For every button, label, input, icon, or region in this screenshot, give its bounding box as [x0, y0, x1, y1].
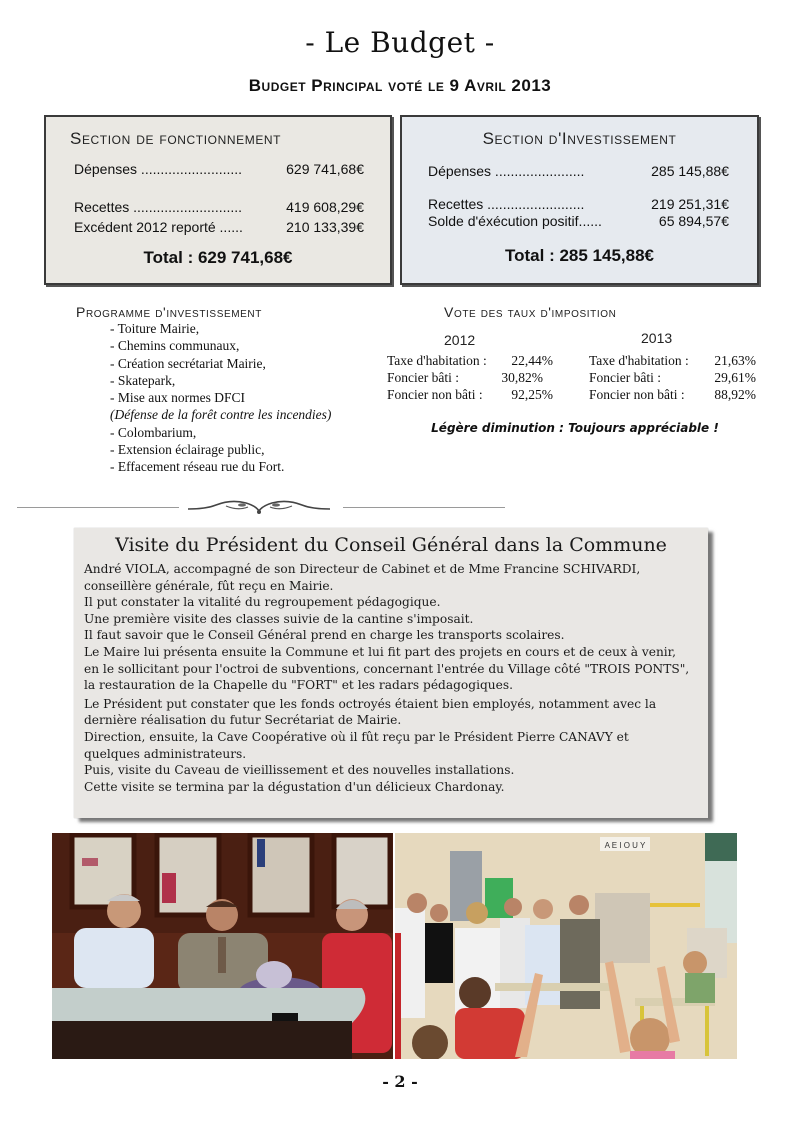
tax-value: 88,92%: [714, 387, 756, 402]
visit-line: conseillère générale, fût reçu en Mairie.: [84, 578, 334, 593]
row-value: 219 251,31€: [651, 196, 729, 212]
tax-label: Foncier non bâti :: [589, 387, 685, 402]
visit-line: Le Président put constater que les fonds octroyés étaient bien employés, notamment avec la: [84, 696, 657, 711]
visit-line: quelques administrateurs.: [84, 746, 247, 761]
row-label: Excédent 2012 reporté ......: [74, 219, 243, 235]
list-item: - Toiture Mairie,: [110, 321, 200, 336]
fonctionnement-box: [44, 115, 392, 285]
tax-table-2013: [589, 352, 756, 403]
list-item-note: (Défense de la forêt contre les incendies): [110, 407, 332, 423]
visit-title: Visite du Président du Conseil Général dans la Commune: [115, 534, 667, 556]
tax-value: 22,44%: [511, 353, 553, 368]
investissement-box: [400, 115, 759, 285]
tax-label: Foncier bâti :: [387, 370, 459, 385]
list-item: - Effacement réseau rue du Fort.: [110, 459, 285, 475]
list-item: - Colombarium,: [110, 424, 197, 440]
page-subtitle: Budget Principal voté le 9 Avril 2013: [248, 76, 552, 95]
tax-label: Taxe d'habitation :: [387, 353, 487, 368]
tax-label: Foncier bâti :: [589, 370, 661, 385]
row-label: Solde d'éxécution positif......: [428, 213, 602, 229]
tax-value: 30,82%: [501, 370, 543, 385]
programme-title: Programme d'investissement: [76, 304, 262, 320]
visit-line: en le sollicitant pour l'octroi de subventions, concernant l'entrée du Village côté "TROIS PONTS",: [84, 661, 690, 676]
tax-note: Légère diminution : Toujours appréciable !: [431, 421, 719, 435]
visit-line: Cette visite se termina par la dégustation d'un délicieux Chardonay.: [84, 779, 505, 794]
list-item: - Skatepark,: [110, 372, 176, 388]
year-2013: 2013: [641, 330, 673, 346]
photo-meeting: [52, 833, 393, 1059]
visit-line: Il faut savoir que le Conseil Général prend en charge les transports scolaires.: [84, 628, 565, 643]
tax-table-2012: [387, 352, 553, 403]
tax-row: [589, 352, 756, 369]
row-value: 285 145,88€: [651, 163, 729, 179]
tax-value: 21,63%: [714, 353, 756, 368]
investissement-title: Section d'Investissement: [482, 129, 677, 148]
tax-value: 92,25%: [511, 387, 553, 402]
page-number: - 2 -: [382, 1072, 418, 1091]
visit-line: André VIOLA, accompagné de son Directeur de Cabinet et de Mme Francine SCHIVARDI,: [84, 562, 641, 576]
visit-line: la restauration de la Chapelle du "FORT" et les radars pédagogiques.: [84, 678, 513, 693]
list-item: - Mise aux normes DFCI: [110, 390, 245, 406]
photo-classroom: [395, 833, 737, 1059]
tax-row: [387, 352, 553, 369]
programme-list: [110, 320, 331, 476]
visit-article: [74, 528, 708, 818]
ornament-icon: [186, 497, 332, 517]
row-value: 65 894,57€: [658, 213, 729, 229]
divider-left: [17, 507, 179, 508]
visit-line: Une première visite des classes suivie de la cantine s'imposait.: [84, 611, 474, 626]
taux-title: Vote des taux d'imposition: [444, 304, 617, 320]
visit-line: dernière réalisation du futur Secrétariat de Mairie.: [84, 713, 402, 728]
row-label: Recettes ............................: [74, 199, 243, 215]
tax-label: Taxe d'habitation :: [589, 353, 689, 368]
tax-row: [589, 386, 756, 403]
visit-line: Puis, visite du Caveau de vieillissement et des nouvelles installations.: [84, 763, 515, 778]
row-label: Dépenses .......................: [428, 163, 585, 179]
investissement-total: Total : 285 145,88€: [505, 246, 654, 265]
list-item: - Création secrétariat Mairie,: [110, 355, 266, 371]
row-label: Dépenses ..........................: [74, 161, 243, 177]
list-item: - Chemins communaux,: [110, 338, 240, 354]
row-value: 210 133,39€: [286, 219, 364, 235]
list-item: - Extension éclairage public,: [110, 442, 265, 458]
tax-value: 29,61%: [714, 370, 756, 385]
fonctionnement-title: Section de fonctionnement: [70, 129, 282, 148]
row-value: 629 741,68€: [286, 161, 364, 177]
visit-body: [84, 561, 702, 795]
alphabet-sign: A E I O U Y: [604, 841, 646, 850]
year-2012: 2012: [444, 332, 476, 348]
visit-line: Direction, ensuite, la Cave Coopérative où il fût reçu par le Président Pierre CANAVY et: [84, 729, 629, 744]
row-label: Recettes .........................: [428, 196, 585, 212]
divider-right-inner: [343, 507, 505, 508]
tax-row: [589, 369, 756, 386]
row-value: 419 608,29€: [286, 199, 364, 215]
visit-line: Le Maire lui présenta ensuite la Commune et lui fit part des projets en cours et de ceux à venir,: [84, 644, 677, 659]
visit-line: Il put constater la vitalité du regroupement pédagogique.: [84, 595, 441, 610]
fonctionnement-total: Total : 629 741,68€: [143, 248, 293, 267]
tax-row: [387, 386, 553, 403]
tax-row: [387, 369, 553, 386]
tax-label: Foncier non bâti :: [387, 387, 483, 402]
page-title: - Le Budget -: [305, 26, 495, 59]
